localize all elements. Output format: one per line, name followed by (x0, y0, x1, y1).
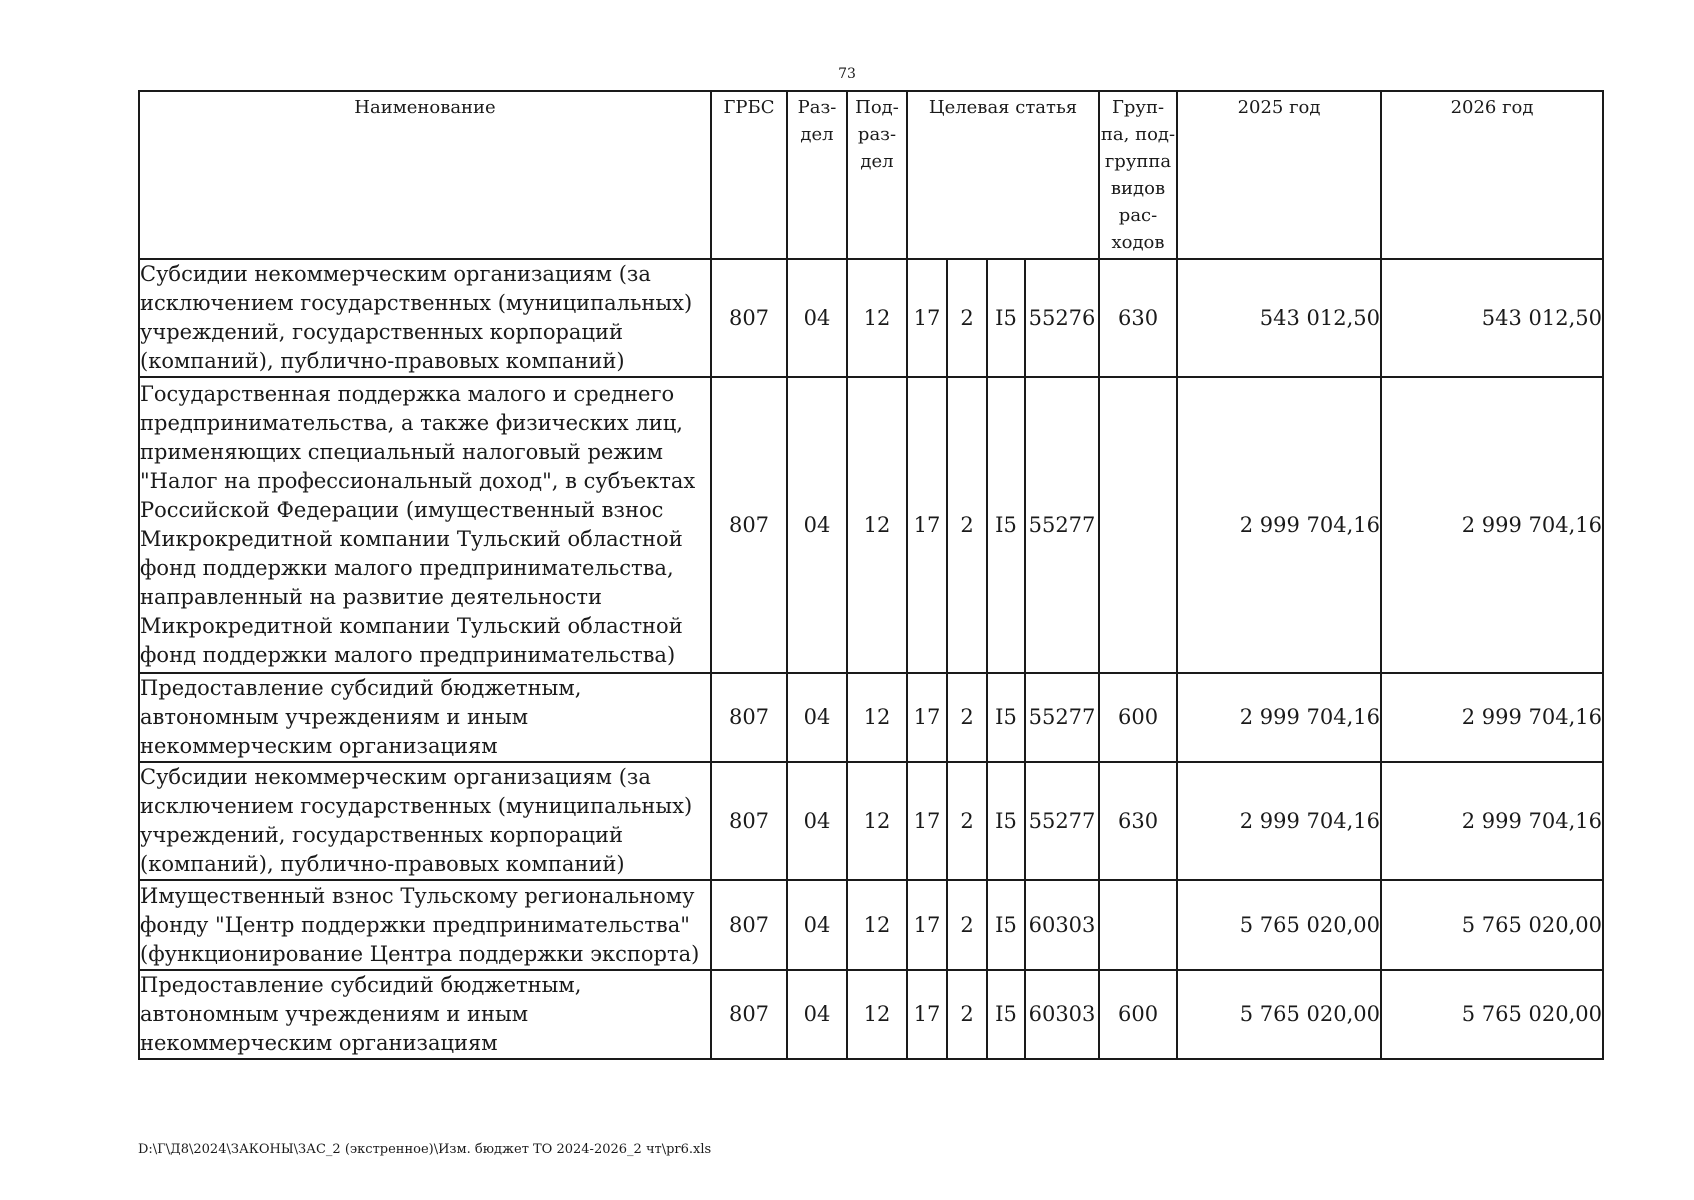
row-expense-group (1099, 377, 1177, 673)
row-target-project: I5 (987, 259, 1025, 377)
table-row (139, 762, 1603, 880)
row-section: 04 (787, 880, 847, 970)
footer-file-path: D:\Г\Д8\2024\ЗАКОНЫ\ЗАС_2 (экстренное)\Изм. бюджет ТО 2024-2026_2 чт\pr6.xls (138, 1142, 712, 1157)
row-target-code: 55277 (1025, 673, 1099, 762)
row-amount-2025: 5 765 020,00 (1177, 880, 1381, 970)
row-name: Имущественный взнос Тульскому региональному фонду "Центр поддержки предпринимательства" (функционирование Центра поддержки экспорта) (139, 880, 711, 970)
row-target-type: 2 (947, 377, 987, 673)
row-section: 04 (787, 673, 847, 762)
row-amount-2026: 2 999 704,16 (1381, 673, 1603, 762)
table-row (139, 259, 1603, 377)
row-target-program: 17 (907, 377, 947, 673)
row-amount-2025: 2 999 704,16 (1177, 377, 1381, 673)
header-year-2026: 2026 год (1381, 91, 1603, 259)
row-amount-2025: 2 999 704,16 (1177, 762, 1381, 880)
row-section: 04 (787, 377, 847, 673)
row-amount-2026: 5 765 020,00 (1381, 970, 1603, 1059)
row-target-code: 60303 (1025, 970, 1099, 1059)
row-target-code: 55276 (1025, 259, 1099, 377)
row-section: 04 (787, 762, 847, 880)
row-expense-group (1099, 880, 1177, 970)
row-subsection: 12 (847, 377, 907, 673)
row-target-code: 55277 (1025, 762, 1099, 880)
row-expense-group: 600 (1099, 673, 1177, 762)
row-target-program: 17 (907, 673, 947, 762)
row-grbs: 807 (711, 762, 787, 880)
row-target-project: I5 (987, 880, 1025, 970)
header-section: Раз- дел (787, 91, 847, 259)
row-target-project: I5 (987, 970, 1025, 1059)
row-amount-2026: 2 999 704,16 (1381, 377, 1603, 673)
page-number: 73 (838, 66, 856, 82)
row-subsection: 12 (847, 880, 907, 970)
header-year-2025: 2025 год (1177, 91, 1381, 259)
row-target-type: 2 (947, 880, 987, 970)
row-target-type: 2 (947, 673, 987, 762)
table-row (139, 673, 1603, 762)
row-name: Субсидии некоммерческим организациям (за исключением государственных (муниципальных) учреждений, государственных корпораций (компаний), публично-правовых компаний) (139, 762, 711, 880)
row-name: Государственная поддержка малого и среднего предпринимательства, а также физических лиц, применяющих специальный налоговый режим "Налог на профессиональный доход", в субъектах Российской Федерации (имущественный взнос Микрокредитной компании Тульский областной фонд поддержки малого предпринимательства, направленный на развитие деятельности Микрокредитной компании Тульский областной фонд поддержки малого предпринимательства) (139, 377, 711, 673)
row-target-program: 17 (907, 762, 947, 880)
row-name: Предоставление субсидий бюджетным, автономным учреждениям и иным некоммерческим организациям (139, 970, 711, 1059)
table-header-row (139, 91, 1603, 259)
row-expense-group: 630 (1099, 762, 1177, 880)
row-grbs: 807 (711, 673, 787, 762)
row-target-project: I5 (987, 377, 1025, 673)
row-grbs: 807 (711, 880, 787, 970)
row-target-code: 60303 (1025, 880, 1099, 970)
row-target-program: 17 (907, 970, 947, 1059)
row-grbs: 807 (711, 259, 787, 377)
header-name: Наименование (139, 91, 711, 259)
row-target-project: I5 (987, 673, 1025, 762)
row-amount-2026: 543 012,50 (1381, 259, 1603, 377)
row-grbs: 807 (711, 970, 787, 1059)
row-target-type: 2 (947, 970, 987, 1059)
budget-table (138, 90, 1604, 1060)
row-expense-group: 600 (1099, 970, 1177, 1059)
row-section: 04 (787, 259, 847, 377)
header-expense-group: Груп- па, под- группа видов рас- ходов (1099, 91, 1177, 259)
row-amount-2025: 2 999 704,16 (1177, 673, 1381, 762)
row-name: Субсидии некоммерческим организациям (за исключением государственных (муниципальных) учреждений, государственных корпораций (компаний), публично-правовых компаний) (139, 259, 711, 377)
header-target-article: Целевая статья (907, 91, 1099, 259)
row-subsection: 12 (847, 259, 907, 377)
header-subsection: Под- раз- дел (847, 91, 907, 259)
row-grbs: 807 (711, 377, 787, 673)
table-row (139, 880, 1603, 970)
row-amount-2025: 5 765 020,00 (1177, 970, 1381, 1059)
row-target-program: 17 (907, 880, 947, 970)
row-subsection: 12 (847, 762, 907, 880)
table-row (139, 377, 1603, 673)
row-amount-2026: 2 999 704,16 (1381, 762, 1603, 880)
row-expense-group: 630 (1099, 259, 1177, 377)
row-name: Предоставление субсидий бюджетным, автономным учреждениям и иным некоммерческим организациям (139, 673, 711, 762)
row-subsection: 12 (847, 970, 907, 1059)
table-row (139, 970, 1603, 1059)
row-target-code: 55277 (1025, 377, 1099, 673)
header-grbs: ГРБС (711, 91, 787, 259)
row-amount-2025: 543 012,50 (1177, 259, 1381, 377)
row-amount-2026: 5 765 020,00 (1381, 880, 1603, 970)
row-target-type: 2 (947, 259, 987, 377)
row-target-project: I5 (987, 762, 1025, 880)
row-section: 04 (787, 970, 847, 1059)
row-target-program: 17 (907, 259, 947, 377)
row-subsection: 12 (847, 673, 907, 762)
row-target-type: 2 (947, 762, 987, 880)
